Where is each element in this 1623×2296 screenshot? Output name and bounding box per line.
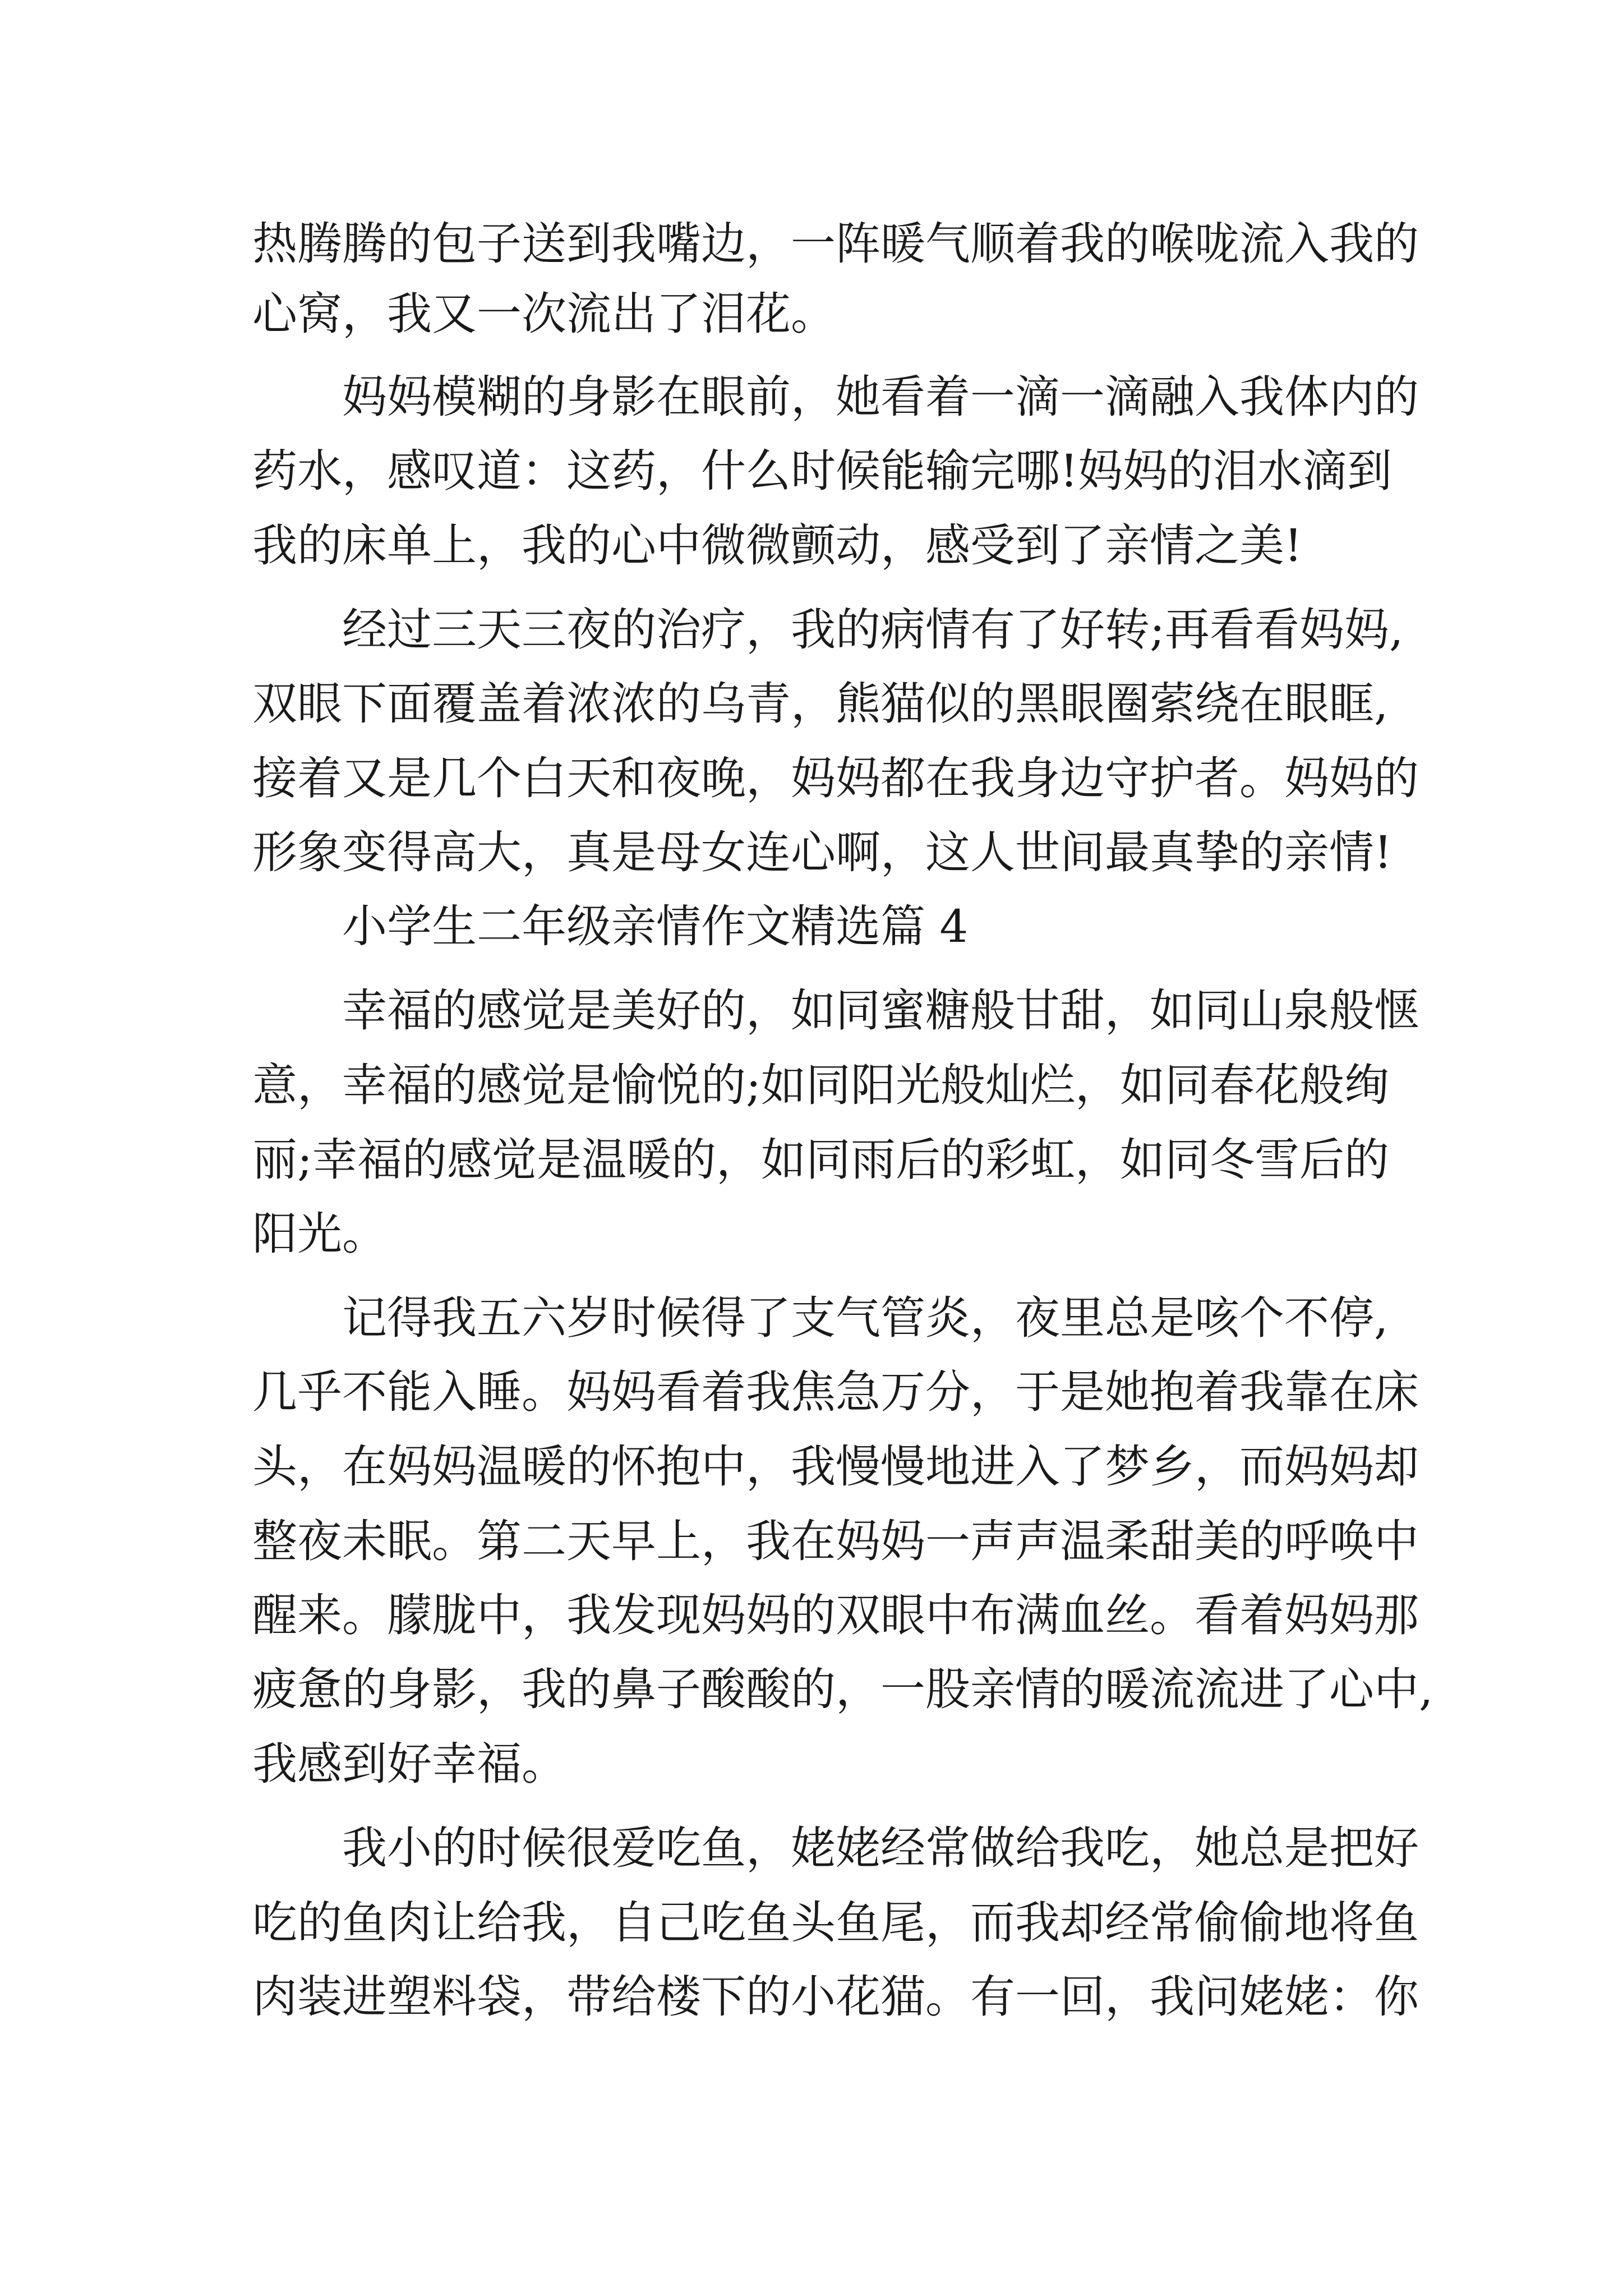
body-text-line: 阳光。 <box>252 1208 387 1260</box>
body-text-line: 我的床单上，我的心中微微颤动，感受到了亲情之美! <box>252 519 1303 572</box>
body-text-line: 几乎不能入睡。妈妈看着我焦急万分，于是她抱着我靠在床 <box>252 1366 1419 1418</box>
section-heading: 小学生二年级亲情作文精选篇 4 <box>342 900 969 953</box>
body-text-line: 药水，感叹道：这药，什么时候能输完哪!妈妈的泪水滴到 <box>252 445 1393 497</box>
body-text-line: 头，在妈妈温暖的怀抱中，我慢慢地进入了梦乡，而妈妈却 <box>252 1441 1419 1493</box>
body-text-line: 双眼下面覆盖着浓浓的乌青，熊猫似的黑眼圈萦绕在眼眶, <box>252 678 1389 730</box>
paragraph-first-line: 经过三天三夜的治疗，我的病情有了好转;再看看妈妈, <box>342 604 1404 656</box>
paragraph-first-line: 幸福的感觉是美好的，如同蜜糖般甘甜，如同山泉般惬 <box>342 984 1419 1037</box>
body-text-line: 热腾腾的包子送到我嘴边，一阵暖气顺着我的喉咙流入我的 <box>252 218 1419 270</box>
body-text-line: 肉装进塑料袋，带给楼下的小花猫。有一回，我问姥姥：你 <box>252 1971 1419 2023</box>
body-text-line: 意，幸福的感觉是愉悦的;如同阳光般灿烂，如同春花般绚 <box>252 1059 1389 1111</box>
body-text-line: 疲惫的身影，我的鼻子酸酸的，一股亲情的暖流流进了心中, <box>252 1663 1433 1715</box>
body-text-line: 形象变得高大，真是母女连心啊，这人世间最真挚的亲情! <box>252 826 1393 878</box>
body-text-line: 整夜未眠。第二天早上，我在妈妈一声声温柔甜美的呼唤中 <box>252 1515 1419 1567</box>
body-text-line: 我感到好幸福。 <box>252 1738 566 1790</box>
paragraph-first-line: 记得我五六岁时候得了支气管炎，夜里总是咳个不停, <box>342 1292 1389 1344</box>
body-text-line: 接着又是几个白天和夜晚，妈妈都在我身边守护者。妈妈的 <box>252 752 1419 804</box>
body-text-line: 心窝，我又一次流出了泪花。 <box>252 288 836 340</box>
body-text-line: 丽;幸福的感觉是温暖的，如同雨后的彩虹，如同冬雪后的 <box>252 1134 1389 1186</box>
paragraph-first-line: 妈妈模糊的身影在眼前，她看着一滴一滴融入我体内的 <box>342 371 1419 423</box>
paragraph-first-line: 我小的时候很爱吃鱼，姥姥经常做给我吃，她总是把好 <box>342 1822 1419 1874</box>
body-text-line: 吃的鱼肉让给我，自己吃鱼头鱼尾，而我却经常偷偷地将鱼 <box>252 1897 1419 1949</box>
body-text-line: 醒来。朦胧中，我发现妈妈的双眼中布满血丝。看着妈妈那 <box>252 1589 1419 1641</box>
